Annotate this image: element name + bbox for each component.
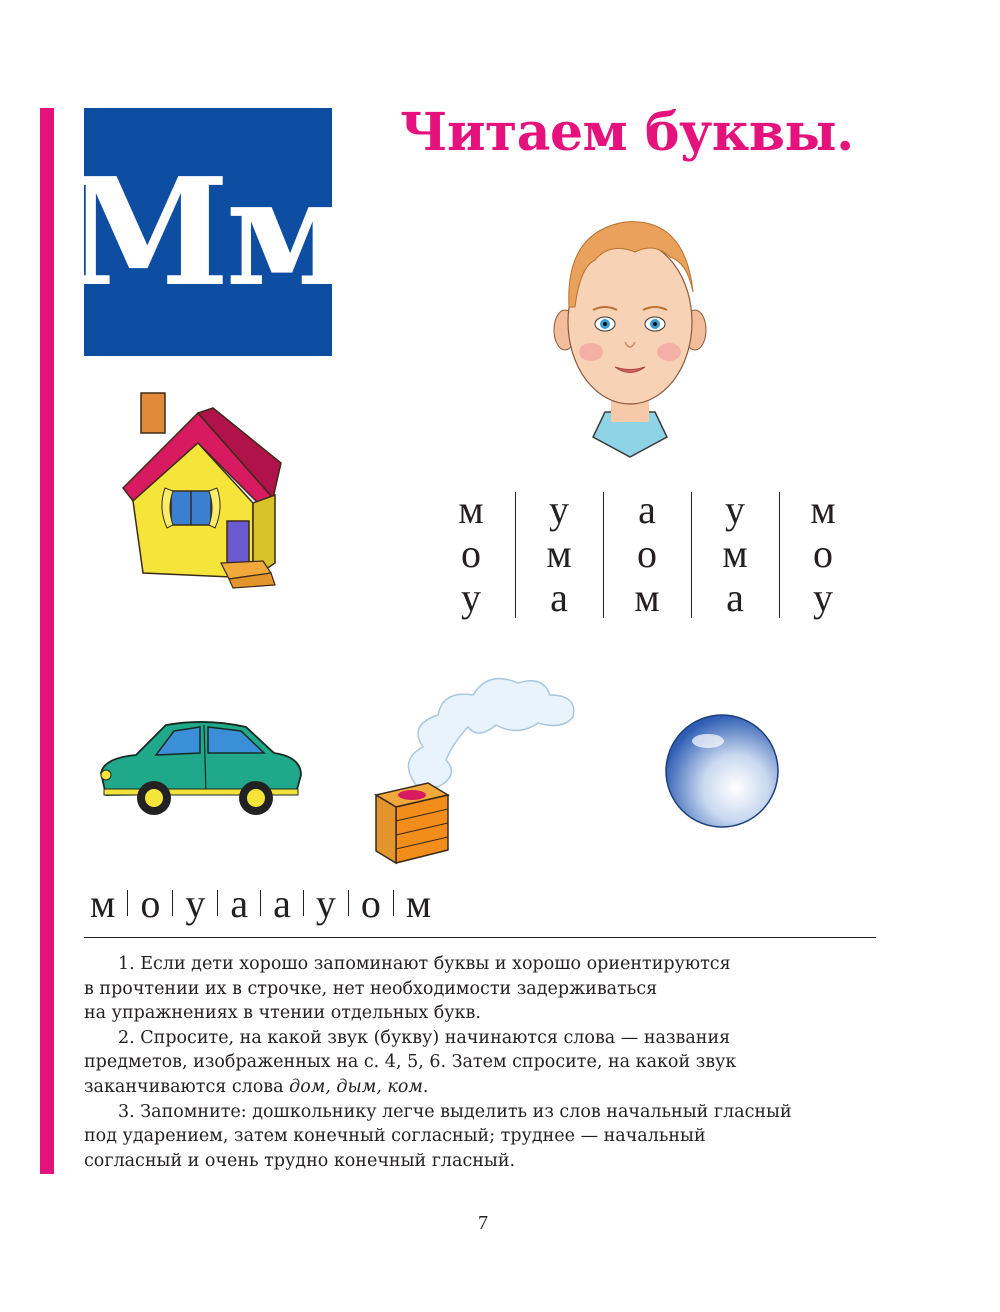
grid-cell: м (810, 487, 836, 532)
grid-cell: м (546, 531, 572, 576)
note-text: . (422, 1076, 429, 1097)
row-divider (217, 890, 218, 916)
grid-cell: о (461, 531, 481, 576)
grid-cell: у (549, 487, 569, 532)
grid-cell: у (461, 575, 481, 620)
grid-cell: у (813, 575, 833, 620)
row-divider (127, 890, 128, 916)
row-divider (303, 890, 304, 916)
row-letter: о (140, 880, 161, 926)
page-title: Читаем буквы. (400, 102, 854, 163)
note-line: 3. Запомните: дошкольнику легче выделить из слов начальный гласный (118, 1101, 792, 1122)
note-line (84, 1075, 884, 1100)
note-text: заканчиваются слова (84, 1076, 290, 1097)
grid-cell: у (725, 487, 745, 532)
letter-tile (65, 108, 351, 356)
row-divider (393, 890, 394, 916)
note-line: 1. Если дети хорошо запоминают буквы и хорошо ориентируются (118, 954, 731, 974)
teacher-notes (84, 952, 884, 1173)
letter-grid (427, 488, 867, 622)
letter-row (90, 878, 431, 928)
divider-line (84, 937, 876, 938)
note-line: в прочтении их в строчке, нет необходимости задерживаться (84, 978, 658, 999)
grid-cell: м (458, 487, 484, 532)
grid-cell: м (634, 575, 660, 620)
ball-image (664, 713, 780, 829)
grid-cell: а (550, 575, 568, 620)
row-letter: у (185, 880, 206, 926)
accent-bar (40, 108, 54, 1174)
note-line: на упражнениях в чтении отдельных букв. (84, 1003, 481, 1024)
note-line: под ударением, затем конечный согласный; труднее — начальный (84, 1126, 706, 1147)
row-divider (260, 890, 261, 916)
note-words-italic: дом, дым, ком (289, 1076, 423, 1097)
grid-cell: о (813, 531, 833, 576)
note-line: согласный и очень трудно конечный гласный. (84, 1150, 516, 1171)
car-image (96, 713, 306, 823)
grid-cell: м (722, 531, 748, 576)
row-divider (348, 890, 349, 916)
grid-cell: а (726, 575, 744, 620)
boy-face-image (555, 212, 705, 457)
row-letter: у (315, 880, 336, 926)
page-number: 7 (478, 1212, 488, 1234)
row-letter: м (405, 880, 432, 926)
row-divider (172, 890, 173, 916)
letter-tile-text: Мм (65, 145, 351, 319)
row-letter: о (360, 880, 381, 926)
note-line: предметов, изображенных на с. 4, 5, 6. Затем спросите, на какой звук (84, 1052, 737, 1073)
house-image (103, 393, 293, 588)
grid-cell: а (638, 487, 656, 532)
grid-cell: о (637, 531, 657, 576)
row-letter: м (90, 880, 116, 926)
row-letter: а (230, 880, 249, 926)
chimney-smoke-image (368, 665, 583, 865)
row-letter: а (273, 880, 291, 926)
note-line: 2. Спросите, на какой звук (букву) начинаются слова — названия (118, 1027, 731, 1048)
